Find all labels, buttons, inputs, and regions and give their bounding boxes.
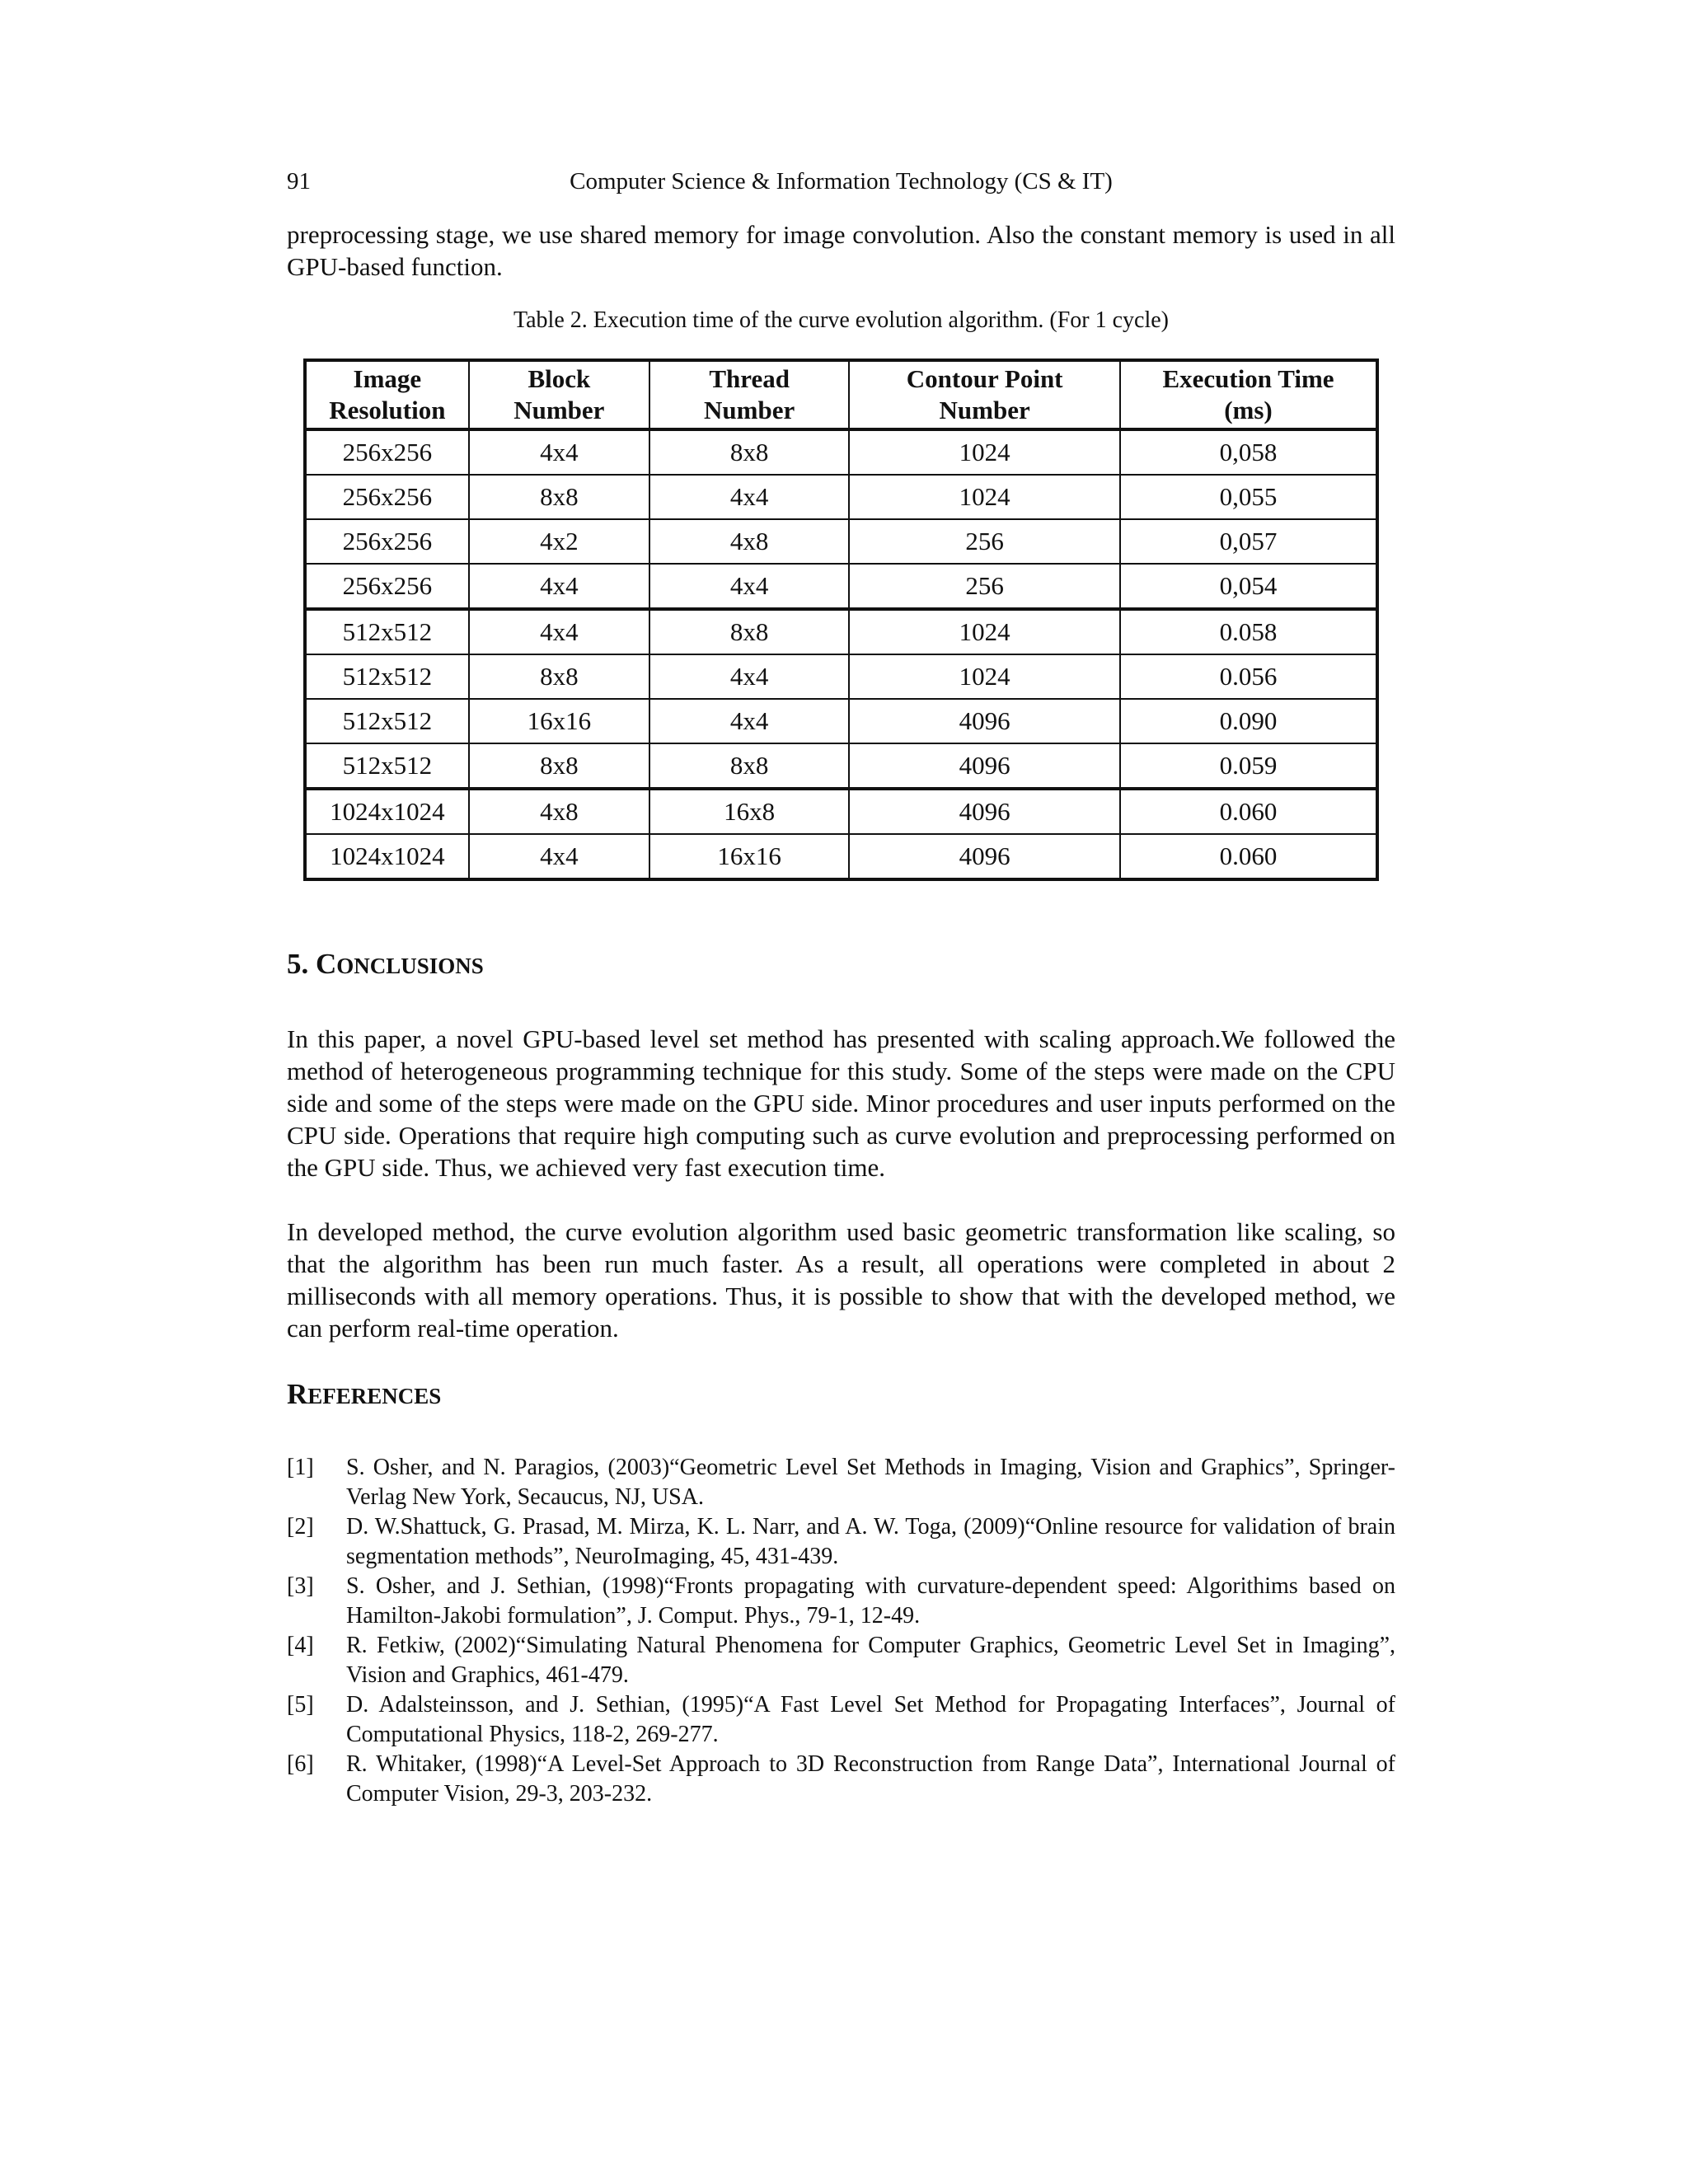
cell-thread: 4x4 (649, 564, 849, 609)
cell-contour: 1024 (849, 475, 1120, 519)
cell-thread: 16x16 (649, 834, 849, 879)
cell-contour: 4096 (849, 699, 1120, 743)
cell-block: 8x8 (469, 475, 649, 519)
cell-resolution: 512x512 (305, 654, 469, 699)
cell-resolution: 512x512 (305, 699, 469, 743)
cell-block: 4x4 (469, 429, 649, 475)
execution-time-table (303, 359, 1379, 881)
cell-time: 0.060 (1120, 834, 1377, 879)
cell-contour: 1024 (849, 609, 1120, 654)
cell-block: 4x4 (469, 609, 649, 654)
cell-contour: 4096 (849, 789, 1120, 834)
header-block-number: Block Number (469, 360, 649, 429)
reference-item (287, 1750, 1395, 1809)
table-row (305, 834, 1377, 879)
reference-number: [1] (287, 1455, 314, 1480)
conclusions-heading: 5. CONCLUSIONS (287, 948, 484, 980)
table-caption: Table 2. Execution time of the curve evolution algorithm. (For 1 cycle) (513, 307, 1170, 333)
reference-item (287, 1572, 1395, 1631)
reference-number: [6] (287, 1751, 314, 1777)
cell-time: 0,054 (1120, 564, 1377, 609)
cell-block: 8x8 (469, 654, 649, 699)
cell-resolution: 256x256 (305, 564, 469, 609)
cell-resolution: 256x256 (305, 519, 469, 564)
reference-text: S. Osher, and J. Sethian, (1998)“Fronts propagating with curvature-dependent speed: Algorithims based on Hamilton-Jakobi formulation”, J. Comput. Phys., 79-1, 12-49. (346, 1573, 1395, 1629)
cell-thread: 16x8 (649, 789, 849, 834)
cell-thread: 4x4 (649, 475, 849, 519)
table-row (305, 654, 1377, 699)
table-row (305, 519, 1377, 564)
cell-block: 8x8 (469, 743, 649, 789)
cell-time: 0.090 (1120, 699, 1377, 743)
cell-thread: 4x4 (649, 699, 849, 743)
reference-number: [3] (287, 1573, 314, 1599)
cell-contour: 256 (849, 564, 1120, 609)
table-row (305, 789, 1377, 834)
table-row (305, 429, 1377, 475)
reference-item (287, 1631, 1395, 1690)
reference-item (287, 1453, 1395, 1512)
reference-number: [4] (287, 1633, 314, 1658)
reference-text: D. Adalsteinsson, and J. Sethian, (1995)“A Fast Level Set Method for Propagating Interfaces”, Journal of Computational Physics, 118-2, 269-277. (346, 1692, 1395, 1747)
cell-time: 0.060 (1120, 789, 1377, 834)
cell-thread: 4x8 (649, 519, 849, 564)
paper-page (287, 165, 1395, 1809)
cell-resolution: 512x512 (305, 609, 469, 654)
conclusions-paragraph-1: In this paper, a novel GPU-based level set method has presented with scaling approach.We followed the method of heterogeneous programming technique for this study. Some of the steps were made on the CPU side and some of the steps were made on the GPU side. Minor procedures and user inputs performed on the CPU side. Operations that require high computing such as curve evolution and preprocessing performed on the GPU side. Thus, we achieved very fast execution time. (287, 1024, 1395, 1182)
reference-item (287, 1690, 1395, 1750)
page-number: 91 (287, 168, 311, 194)
cell-contour: 1024 (849, 429, 1120, 475)
journal-title: Computer Science & Information Technology (CS & IT) (570, 168, 1113, 194)
cell-time: 0,058 (1120, 429, 1377, 475)
reference-number: [5] (287, 1692, 314, 1718)
table-row (305, 609, 1377, 654)
conclusions-paragraph-2: In developed method, the curve evolution algorithm used basic geometric transformation like scaling, so that the algorithm has been run much faster. As a result, all operations were completed in about 2 milliseconds with all memory operations. Thus, it is possible to show that with the developed method, we can perform real-time operation. (287, 1217, 1395, 1343)
references-heading: REFERENCES (287, 1378, 442, 1410)
cell-contour: 4096 (849, 743, 1120, 789)
cell-time: 0.059 (1120, 743, 1377, 789)
cell-time: 0.056 (1120, 654, 1377, 699)
running-header (287, 165, 1395, 198)
reference-text: S. Osher, and N. Paragios, (2003)“Geometric Level Set Methods in Imaging, Vision and Graphics”, Springer-Verlag New York, Secaucus, NJ, USA. (346, 1455, 1395, 1510)
reference-text: R. Whitaker, (1998)“A Level-Set Approach to 3D Reconstruction from Range Data”, International Journal of Computer Vision, 29-3, 203-232. (346, 1751, 1395, 1807)
cell-resolution: 256x256 (305, 475, 469, 519)
cell-thread: 8x8 (649, 609, 849, 654)
reference-text: D. W.Shattuck, G. Prasad, M. Mirza, K. L. Narr, and A. W. Toga, (2009)“Online resource for validation of brain segmentation methods”, NeuroImaging, 45, 431-439. (346, 1514, 1395, 1569)
reference-number: [2] (287, 1514, 314, 1540)
table-row (305, 475, 1377, 519)
header-contour-point-number: Contour Point Number (849, 360, 1120, 429)
cell-block: 4x8 (469, 789, 649, 834)
table-row (305, 564, 1377, 609)
cell-thread: 8x8 (649, 429, 849, 475)
cell-block: 4x2 (469, 519, 649, 564)
cell-resolution: 1024x1024 (305, 789, 469, 834)
cell-contour: 4096 (849, 834, 1120, 879)
cell-thread: 8x8 (649, 743, 849, 789)
header-thread-number: Thread Number (649, 360, 849, 429)
cell-block: 4x4 (469, 834, 649, 879)
header-image-resolution: Image Resolution (305, 360, 469, 429)
cell-thread: 4x4 (649, 654, 849, 699)
reference-item (287, 1512, 1395, 1572)
cell-resolution: 256x256 (305, 429, 469, 475)
cell-time: 0,057 (1120, 519, 1377, 564)
cell-time: 0.058 (1120, 609, 1377, 654)
cell-contour: 1024 (849, 654, 1120, 699)
table-row (305, 743, 1377, 789)
cell-block: 4x4 (469, 564, 649, 609)
table-row (305, 699, 1377, 743)
cell-resolution: 1024x1024 (305, 834, 469, 879)
cell-resolution: 512x512 (305, 743, 469, 789)
references-list (287, 1453, 1395, 1809)
cell-block: 16x16 (469, 699, 649, 743)
cell-contour: 256 (849, 519, 1120, 564)
table-header-row (305, 360, 1377, 429)
header-execution-time: Execution Time (ms) (1120, 360, 1377, 429)
cell-time: 0,055 (1120, 475, 1377, 519)
intro-paragraph: preprocessing stage, we use shared memory for image convolution. Also the constant memory is used in all GPU-based function. (287, 220, 1395, 281)
reference-text: R. Fetkiw, (2002)“Simulating Natural Phenomena for Computer Graphics, Geometric Level Set in Imaging”, Vision and Graphics, 461-479. (346, 1633, 1395, 1688)
